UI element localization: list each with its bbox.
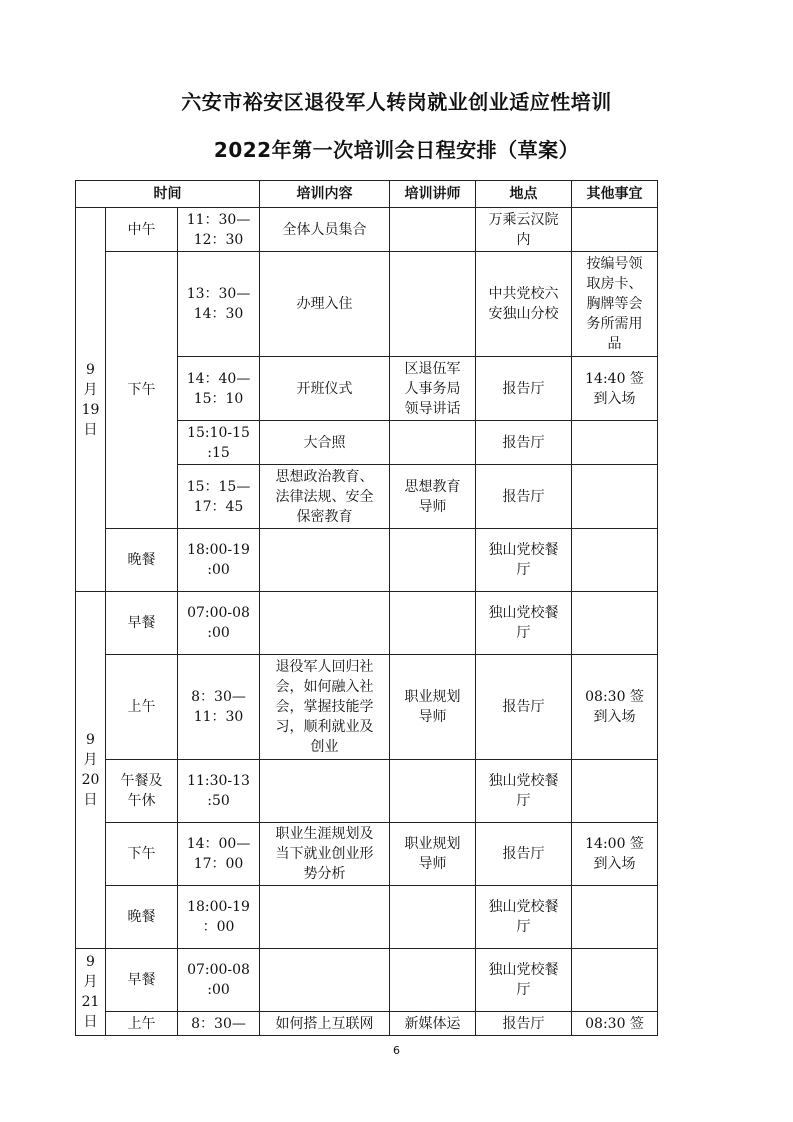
table-row: [76, 655, 658, 760]
table-row: [76, 529, 658, 592]
date-cell: 9 月 21 日: [76, 949, 106, 1036]
other-cell: [572, 421, 658, 465]
location-cell: 报告厅: [476, 357, 572, 421]
other-cell: 14:00 签 到入场: [572, 823, 658, 886]
table-row: [76, 592, 658, 655]
other-cell: [572, 886, 658, 949]
table-row: [76, 949, 658, 1012]
document-title: 六安市裕安区退役军人转岗就业创业适应性培训: [181, 90, 612, 114]
lecturer-cell: 区退伍军 人事务局 领导讲话: [390, 357, 476, 421]
lecturer-cell: 新媒体运: [390, 1012, 476, 1036]
content-cell: [260, 529, 390, 592]
period-cell: 早餐: [106, 592, 178, 655]
period-cell: 下午: [106, 252, 178, 529]
period-cell: 中午: [106, 208, 178, 252]
header-row: [76, 181, 658, 208]
content-cell: [260, 592, 390, 655]
location-cell: 报告厅: [476, 1012, 572, 1036]
other-cell: 08:30 签: [572, 1012, 658, 1036]
time-cell: 8：30—: [178, 1012, 260, 1036]
period-cell: 上午: [106, 655, 178, 760]
content-cell: 办理入住: [260, 252, 390, 357]
time-cell: 8：30— 11：30: [178, 655, 260, 760]
header-time: 时间: [76, 181, 260, 208]
period-cell: 早餐: [106, 949, 178, 1012]
lecturer-cell: [390, 886, 476, 949]
content-cell: [260, 886, 390, 949]
location-cell: 独山党校餐 厅: [476, 949, 572, 1012]
content-cell: 如何搭上互联网: [260, 1012, 390, 1036]
time-cell: 13：30— 14：30: [178, 252, 260, 357]
header-location: 地点: [476, 181, 572, 208]
time-cell: 11:30-13 :50: [178, 760, 260, 823]
other-cell: 按编号领 取房卡、 胸牌等会 务所需用 品: [572, 252, 658, 357]
location-cell: 中共党校六 安独山分校: [476, 252, 572, 357]
document-subtitle: 2022年第一次培训会日程安排（草案）: [213, 138, 580, 162]
other-cell: 08:30 签 到入场: [572, 655, 658, 760]
header-content: 培训内容: [260, 181, 390, 208]
lecturer-cell: 思想教育 导师: [390, 465, 476, 529]
time-cell: 18:00-19 ：00: [178, 886, 260, 949]
content-cell: 思想政治教育、 法律法规、安全 保密教育: [260, 465, 390, 529]
content-cell: 开班仪式: [260, 357, 390, 421]
period-cell: 上午: [106, 1012, 178, 1036]
period-cell: 午餐及 午休: [106, 760, 178, 823]
location-cell: 独山党校餐 厅: [476, 886, 572, 949]
content-cell: 职业生涯规划及 当下就业创业形 势分析: [260, 823, 390, 886]
lecturer-cell: 职业规划 导师: [390, 655, 476, 760]
page-number: 6: [393, 1044, 400, 1057]
period-cell: 晚餐: [106, 886, 178, 949]
content-cell: [260, 949, 390, 1012]
other-cell: 14:40 签 到入场: [572, 357, 658, 421]
content-cell: 大合照: [260, 421, 390, 465]
header-other: 其他事宜: [572, 181, 658, 208]
lecturer-cell: 职业规划 导师: [390, 823, 476, 886]
other-cell: [572, 949, 658, 1012]
location-cell: 独山党校餐 厅: [476, 529, 572, 592]
header-lecturer: 培训讲师: [390, 181, 476, 208]
table-row: [76, 823, 658, 886]
time-cell: 14：00— 17：00: [178, 823, 260, 886]
lecturer-cell: [390, 421, 476, 465]
location-cell: 报告厅: [476, 465, 572, 529]
table-row: [76, 886, 658, 949]
location-cell: 万乘云汉院 内: [476, 208, 572, 252]
time-cell: 07:00-08 :00: [178, 592, 260, 655]
content-cell: 退役军人回归社 会，如何融入社 会，掌握技能学 习，顺利就业及 创业: [260, 655, 390, 760]
lecturer-cell: [390, 760, 476, 823]
location-cell: 独山党校餐 厅: [476, 592, 572, 655]
other-cell: [572, 760, 658, 823]
date-cell: 9 月 20 日: [76, 592, 106, 949]
content-cell: 全体人员集合: [260, 208, 390, 252]
lecturer-cell: [390, 592, 476, 655]
table-row: [76, 760, 658, 823]
content-cell: [260, 760, 390, 823]
table-row: [76, 252, 658, 357]
location-cell: 报告厅: [476, 655, 572, 760]
table-row: [76, 208, 658, 252]
date-cell: 9 月 19 日: [76, 208, 106, 592]
location-cell: 报告厅: [476, 823, 572, 886]
other-cell: [572, 592, 658, 655]
other-cell: [572, 208, 658, 252]
lecturer-cell: [390, 529, 476, 592]
lecturer-cell: [390, 252, 476, 357]
period-cell: 晚餐: [106, 529, 178, 592]
lecturer-cell: [390, 208, 476, 252]
other-cell: [572, 529, 658, 592]
time-cell: 14：40— 15：10: [178, 357, 260, 421]
location-cell: 报告厅: [476, 421, 572, 465]
time-cell: 18:00-19 :00: [178, 529, 260, 592]
time-cell: 07:00-08 :00: [178, 949, 260, 1012]
location-cell: 独山党校餐 厅: [476, 760, 572, 823]
other-cell: [572, 465, 658, 529]
time-cell: 15:10-15 :15: [178, 421, 260, 465]
time-cell: 15：15— 17：45: [178, 465, 260, 529]
table-row: [76, 1012, 658, 1036]
period-cell: 下午: [106, 823, 178, 886]
lecturer-cell: [390, 949, 476, 1012]
time-cell: 11：30— 12：30: [178, 208, 260, 252]
schedule-table: [75, 180, 658, 1036]
